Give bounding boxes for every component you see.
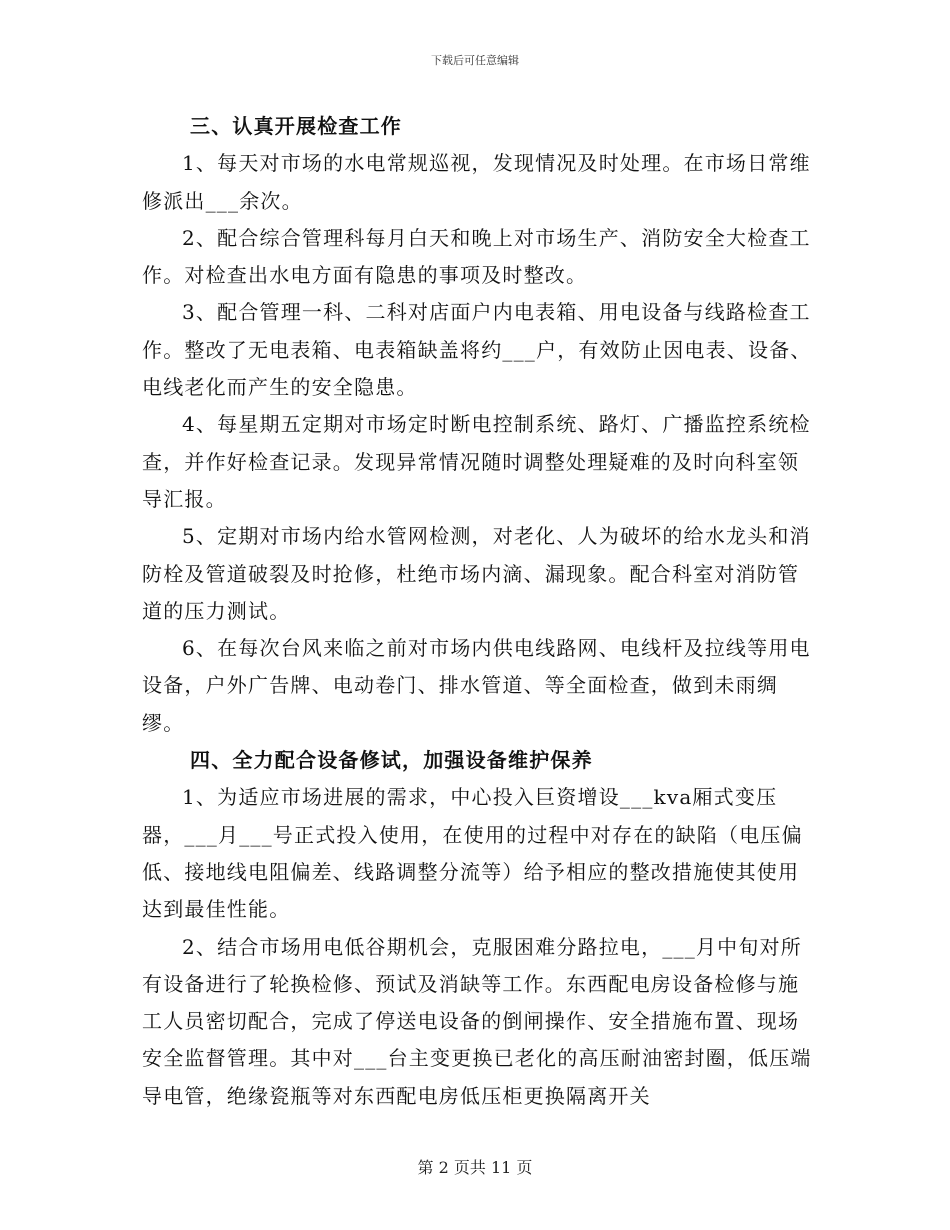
paragraph: 3、配合管理一科、二科对店面户内电表箱、用电设备与线路检查工作。整改了无电表箱、电表箱缺盖将约___户，有效防止因电表、设备、电线老化而产生的安全隐患。 bbox=[142, 300, 812, 400]
document-body bbox=[142, 108, 812, 1115]
paragraph: 2、配合综合管理科每月白天和晚上对市场生产、消防安全大检查工作。对检查出水电方面有隐患的事项及时整改。 bbox=[142, 225, 811, 288]
paragraph: 6、在每次台风来临之前对市场内供电线路网、电线杆及拉线等用电设备，户外广告牌、电动卷门、排水管道、等全面检查，做到未雨绸缪。 bbox=[142, 636, 811, 735]
paragraph: 1、每天对市场的水电常规巡视，发现情况及时处理。在市场日常维修派出___余次。 bbox=[142, 151, 811, 213]
page-number: 第 2 页共 11 页 bbox=[417, 1158, 533, 1177]
paragraph: 4、每星期五定期对市场定时断电控制系统、路灯、广播监控系统检查，并作好检查记录。发现异常情况随时调整处理疑难的及时向科室领导汇报。 bbox=[142, 412, 811, 511]
section-heading-4: 四、全力配合设备修试，加强设备维护保养 bbox=[190, 748, 593, 773]
paragraph: 2、结合市场用电低谷期机会，克服困难分路拉电，___月中旬对所有设备进行了轮换检修、预试及消缺等工作。东西配电房设备检修与施工人员密切配合，完成了停送电设备的倒闸操作、安全措施布置、现场安全监督管理。其中对___台主变更换已老化的高压耐油密封圈，低压端导电管，绝缘瓷瓶等对东西配电房低压柜更换隔离开关 bbox=[142, 934, 812, 1108]
section-heading-3: 三、认真开展检查工作 bbox=[190, 114, 402, 138]
paragraph: 5、定期对市场内给水管网检测，对老化、人为破坏的给水龙头和消防栓及管道破裂及时抢修，杜绝市场内滴、漏现象。配合科室对消防管道的压力测试。 bbox=[142, 524, 811, 623]
paragraph: 1、为适应市场进展的需求，中心投入巨资增设___kva厢式变压器，___月___号正式投入使用，在使用的过程中对存在的缺陷（电压偏低、接地线电阻偏差、线路调整分流等）给予相应的整改措施使其使用达到最佳性能。 bbox=[142, 785, 803, 922]
page-header-note: 下载后可任意编辑 bbox=[431, 54, 519, 67]
